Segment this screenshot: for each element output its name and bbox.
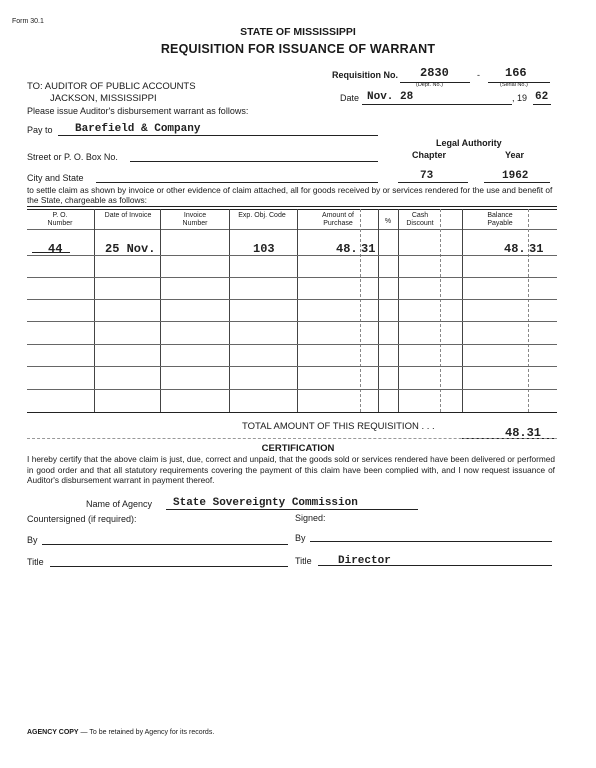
total-value: 48.31	[505, 426, 542, 440]
header-invoice-number: Invoice Number	[182, 212, 208, 227]
settle-text: to settle claim as shown by invoice or other evidence of claim attached, all for goods received by or services rendered for the use and benefit of the State, chargeable as follows:	[27, 185, 553, 205]
to-line-1: TO: AUDITOR OF PUBLIC ACCOUNTS	[27, 81, 196, 92]
col-divider	[94, 209, 95, 412]
countersign-by-line	[42, 544, 288, 545]
date-year-value: 62	[535, 91, 549, 103]
cents-divider	[440, 209, 441, 412]
chapter-line	[398, 182, 468, 183]
date-line	[362, 104, 512, 105]
agency-value: State Sovereignty Commission	[173, 497, 358, 509]
agency-line	[166, 509, 418, 510]
col-divider	[297, 209, 298, 412]
row-rule	[27, 299, 557, 300]
header-balance-payable: Balance Payable	[487, 212, 513, 227]
row-rule	[27, 389, 557, 390]
row-balance-cents: 31	[529, 242, 544, 256]
row-balance-dollars: 48.	[504, 242, 526, 256]
date-label: Date	[340, 93, 360, 103]
table-top-border-inner	[27, 209, 557, 210]
po-underline	[32, 252, 70, 253]
pay-to-label: Pay to	[27, 125, 53, 135]
signed-by-line	[310, 541, 552, 542]
pay-to-value: Barefield & Company	[75, 123, 201, 135]
footer-agency-copy: AGENCY COPY	[27, 729, 79, 736]
row-po-number: 44	[48, 242, 63, 256]
signed-by-label: By	[295, 533, 306, 543]
city-label: City and State	[27, 173, 84, 183]
dept-no-caption: (Dept. No.)	[416, 82, 443, 88]
row-rule	[27, 277, 557, 278]
certification-text: I hereby certify that the above claim is just, due, correct and unpaid, that the goods sold or services rendered have been delivered or performed in good order and that all statutory requirements covering the payment of this claim have been complied with, and I now request issuance of Auditor's disbursement warrant in payment thereof.	[27, 454, 555, 485]
footer-note	[27, 729, 214, 736]
col-divider	[229, 209, 230, 412]
row-rule	[27, 366, 557, 367]
signed-label: Signed:	[295, 513, 326, 523]
countersign-title-label: Title	[27, 557, 44, 567]
legal-authority-label: Legal Authority	[436, 138, 502, 148]
requisition-dash: -	[477, 70, 480, 80]
row-amount-dollars: 48.	[336, 242, 358, 256]
chapter-value: 73	[420, 170, 434, 182]
year-line	[484, 182, 550, 183]
certification-heading: CERTIFICATION	[261, 443, 335, 454]
footer-retention-text: — To be retained by Agency for its records.	[78, 729, 215, 736]
serial-no-value: 166	[505, 66, 527, 80]
total-dashed-rule	[27, 438, 557, 439]
date-value: Nov. 28	[367, 91, 414, 103]
header-po-number: P. O. Number	[47, 212, 73, 227]
header-date-of-invoice: Date of Invoice	[104, 212, 152, 219]
to-line-3: Please issue Auditor's disbursement warrant as follows:	[27, 106, 249, 116]
table-bottom-rule	[27, 412, 557, 413]
row-rule	[27, 344, 557, 345]
city-line	[96, 182, 378, 183]
signer-title-value: Director	[338, 555, 391, 567]
to-line-2: JACKSON, MISSISSIPPI	[50, 93, 157, 104]
year-value: 1962	[502, 170, 529, 182]
date-year-prefix: , 19	[512, 93, 528, 103]
col-divider	[462, 209, 463, 412]
cents-divider	[360, 209, 361, 412]
signed-title-label: Title	[295, 556, 312, 566]
chapter-label: Chapter	[412, 150, 447, 160]
page-title: REQUISITION FOR ISSUANCE OF WARRANT	[160, 42, 436, 56]
countersigned-label: Countersigned (if required):	[27, 514, 137, 524]
form-number: Form 30.1	[12, 18, 44, 25]
row-date-of-invoice: 25 Nov.	[105, 242, 156, 256]
col-divider	[398, 209, 399, 412]
countersign-by-label: By	[27, 535, 38, 545]
date-year-line	[533, 104, 551, 105]
table-header-rule	[27, 229, 557, 230]
year-label: Year	[505, 150, 525, 160]
col-divider	[160, 209, 161, 412]
col-divider	[378, 209, 379, 412]
pay-to-line	[58, 135, 378, 136]
dept-no-value: 2830	[420, 66, 449, 80]
header-exp-obj-code: Exp. Obj. Code	[238, 212, 286, 219]
row-rule	[27, 321, 557, 322]
requisition-label: Requisition No.	[332, 70, 398, 80]
header-percent: %	[384, 218, 392, 225]
street-label: Street or P. O. Box No.	[27, 152, 118, 162]
cents-divider	[528, 209, 529, 412]
row-amount-cents: 31	[361, 242, 376, 256]
row-exp-obj-code: 103	[253, 242, 275, 256]
header-amount-of-purchase: Amount of Purchase	[322, 212, 354, 227]
table-top-border	[27, 206, 557, 207]
agency-label: Name of Agency	[86, 499, 153, 509]
street-line	[130, 161, 378, 162]
serial-no-caption: (Serial No.)	[500, 82, 528, 88]
state-heading: STATE OF MISSISSIPPI	[240, 26, 356, 38]
countersign-title-line	[50, 566, 288, 567]
header-cash-discount: Cash Discount	[406, 212, 434, 227]
total-label: TOTAL AMOUNT OF THIS REQUISITION . . .	[242, 421, 435, 432]
